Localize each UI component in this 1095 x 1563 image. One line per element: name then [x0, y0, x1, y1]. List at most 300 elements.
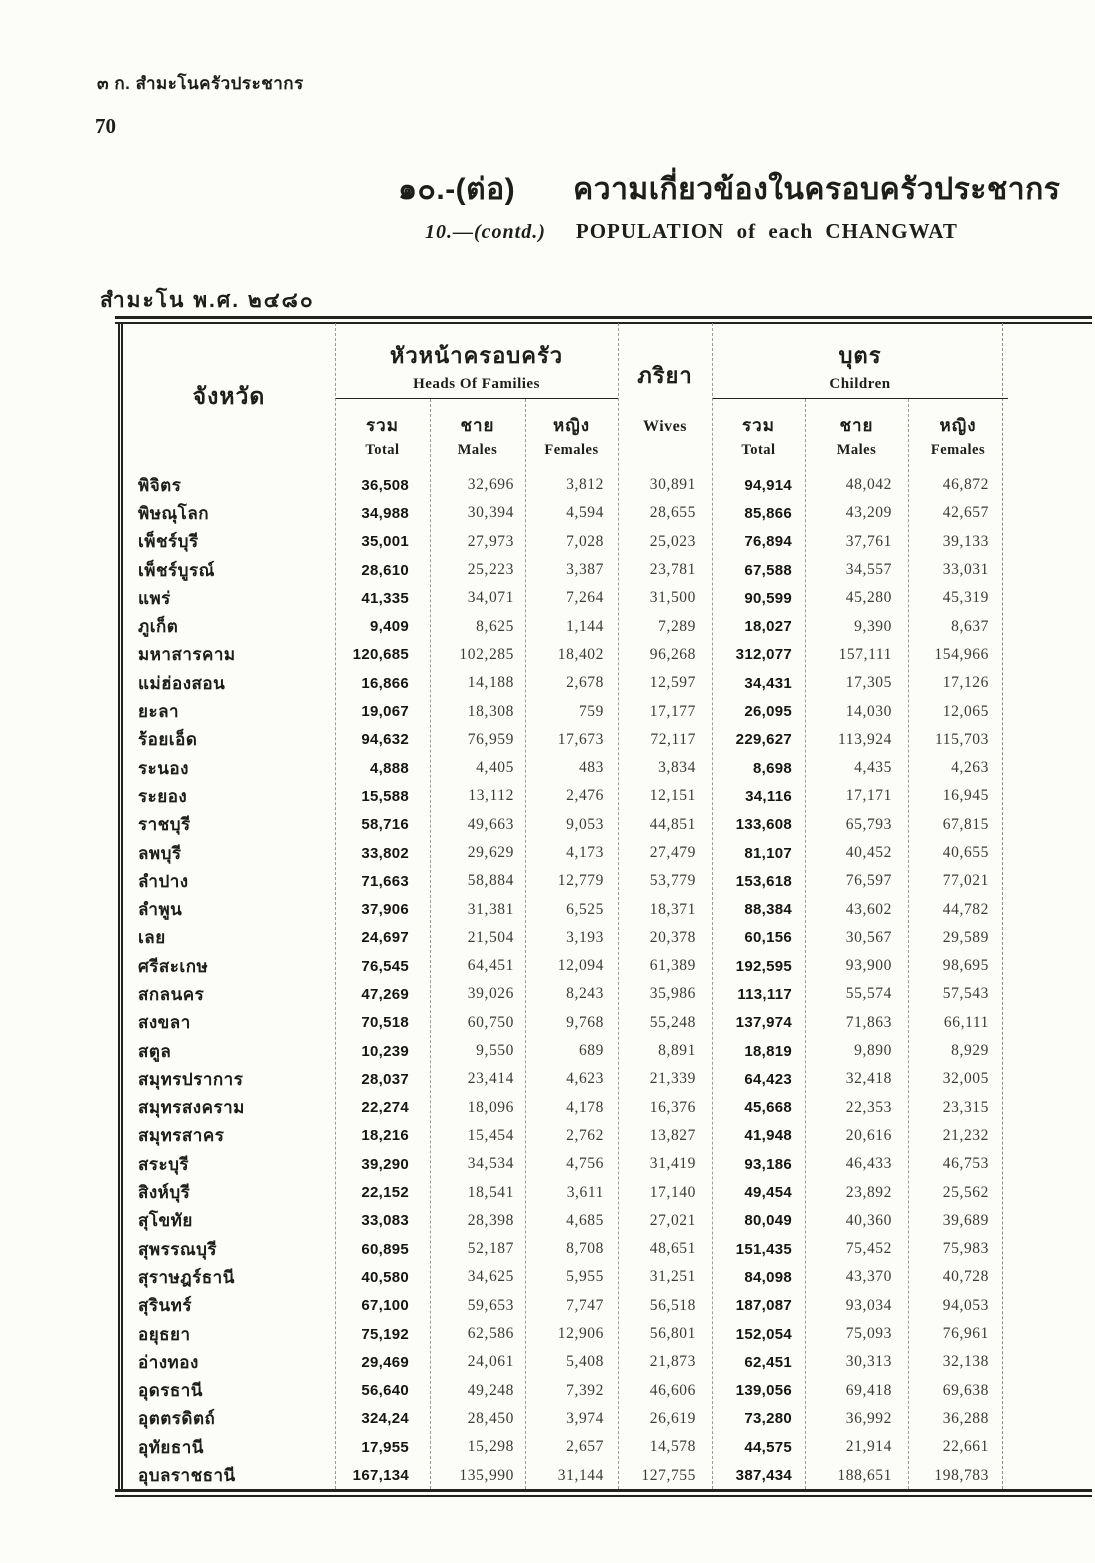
table-number-thai: ๑๐.-(ต่อ): [398, 173, 516, 206]
value-cell: 31,500: [649, 589, 696, 607]
province-name-cell: สุราษฎร์ธานี: [138, 1267, 235, 1287]
province-name-cell: ลพบุรี: [138, 843, 182, 863]
table-row: [123, 499, 1002, 527]
value-cell: 76,894: [744, 533, 792, 551]
value-cell: 21,339: [649, 1070, 696, 1088]
page-title-thai: [398, 166, 1060, 213]
province-name-cell: สมุทรปราการ: [138, 1069, 244, 1089]
value-cell: 8,708: [566, 1240, 604, 1258]
table-row: [123, 1292, 1002, 1320]
table-row: [123, 754, 1002, 782]
value-cell: 72,117: [650, 730, 696, 748]
value-cell: 120,685: [352, 646, 409, 664]
value-cell: 34,988: [361, 504, 409, 522]
value-cell: 45,668: [744, 1099, 792, 1117]
table-row: [123, 1348, 1002, 1376]
value-cell: 135,990: [459, 1466, 514, 1484]
value-cell: 13,827: [649, 1126, 696, 1144]
province-name-cell: สุรินทร์: [138, 1296, 192, 1316]
value-cell: 4,405: [476, 759, 514, 777]
value-cell: 53,779: [649, 872, 696, 890]
value-cell: 32,138: [942, 1353, 989, 1371]
value-cell: 24,697: [361, 929, 409, 947]
value-cell: 31,381: [467, 900, 514, 918]
table-row: [123, 952, 1002, 980]
province-name-cell: ยะลา: [138, 702, 180, 722]
province-name-cell: สกลนคร: [138, 984, 205, 1004]
value-cell: 36,992: [845, 1409, 892, 1427]
value-cell: 9,890: [854, 1042, 892, 1060]
value-cell: 40,452: [845, 844, 892, 861]
value-cell: 8,243: [566, 985, 604, 1003]
value-cell: 4,888: [369, 759, 409, 777]
value-cell: 56,640: [361, 1382, 409, 1400]
value-cell: 37,906: [361, 901, 409, 919]
table-row: [123, 641, 1002, 669]
value-cell: 5,955: [566, 1268, 604, 1286]
value-cell: 18,819: [744, 1042, 792, 1060]
value-cell: 12,906: [557, 1325, 604, 1343]
table-row: [123, 1122, 1002, 1150]
value-cell: 115,703: [935, 730, 989, 748]
table-row: [123, 1433, 1002, 1461]
value-cell: 113,924: [838, 730, 892, 748]
value-cell: 57,543: [942, 985, 989, 1003]
value-cell: 2,657: [566, 1438, 604, 1456]
value-cell: 39,689: [942, 1211, 989, 1229]
value-cell: 35,001: [361, 533, 409, 551]
value-cell: 85,866: [744, 504, 792, 522]
value-cell: 96,268: [649, 645, 696, 663]
table-row: [123, 612, 1002, 640]
table-row: [123, 1037, 1002, 1065]
value-cell: 15,454: [467, 1126, 514, 1144]
value-cell: 34,557: [845, 561, 892, 579]
value-cell: 32,005: [942, 1070, 989, 1088]
value-cell: 102,285: [459, 645, 514, 663]
value-cell: 58,716: [361, 816, 409, 834]
value-cell: 8,891: [658, 1042, 696, 1060]
value-cell: 19,067: [361, 703, 409, 721]
value-cell: 41,948: [744, 1127, 792, 1145]
value-cell: 28,450: [467, 1409, 514, 1427]
value-cell: 33,083: [361, 1212, 409, 1230]
value-cell: 7,289: [658, 617, 696, 635]
value-cell: 4,173: [566, 844, 604, 861]
value-cell: 76,545: [361, 957, 409, 975]
value-cell: 65,793: [845, 815, 892, 833]
province-name-cell: ลำปาง: [138, 871, 189, 891]
value-cell: 93,186: [744, 1155, 792, 1173]
province-name-cell: ราชบุรี: [138, 815, 191, 835]
value-cell: 9,768: [566, 1013, 604, 1031]
value-cell: 60,895: [361, 1240, 409, 1258]
value-cell: 46,606: [649, 1381, 696, 1399]
value-cell: 17,673: [557, 730, 604, 748]
census-year-label: สำมะโน พ.ศ. ๒๔๘๐: [100, 289, 315, 312]
value-cell: 29,629: [467, 844, 514, 861]
province-name-cell: เลย: [138, 928, 166, 948]
value-cell: 36,508: [361, 476, 409, 494]
value-cell: 31,251: [649, 1268, 696, 1286]
value-cell: 81,107: [744, 844, 792, 862]
value-cell: 198,783: [934, 1466, 989, 1484]
value-cell: 56,801: [649, 1325, 696, 1343]
value-cell: 25,023: [649, 532, 696, 550]
value-cell: 7,747: [566, 1296, 604, 1314]
value-cell: 41,335: [361, 589, 409, 607]
value-cell: 73,280: [744, 1410, 792, 1428]
value-cell: 8,625: [476, 617, 514, 635]
value-cell: 23,315: [942, 1098, 989, 1116]
value-cell: 23,892: [845, 1183, 892, 1201]
value-cell: 39,026: [467, 985, 514, 1003]
value-cell: 98,695: [942, 957, 989, 975]
subheader-heads-females: หญิง Females: [544, 415, 599, 458]
value-cell: 52,187: [467, 1240, 514, 1258]
province-name-cell: สตูล: [138, 1041, 172, 1061]
value-cell: 152,054: [735, 1325, 792, 1343]
value-cell: 67,815: [942, 815, 989, 833]
table-row: [123, 782, 1002, 810]
value-cell: 59,653: [467, 1296, 514, 1314]
value-cell: 30,313: [845, 1353, 892, 1371]
value-cell: 30,567: [845, 928, 892, 946]
value-cell: 67,588: [744, 561, 792, 579]
subheader-children-males: ชาย Males: [836, 415, 877, 458]
province-name-cell: สิงห์บุรี: [138, 1183, 191, 1203]
value-cell: 34,534: [467, 1155, 514, 1173]
province-name-cell: อ่างทอง: [138, 1352, 199, 1372]
province-name-cell: ศรีสะเกษ: [138, 956, 209, 976]
province-name-cell: อยุธยา: [138, 1324, 191, 1344]
value-cell: 139,056: [735, 1382, 792, 1400]
value-cell: 75,093: [845, 1325, 892, 1343]
value-cell: 71,663: [361, 872, 409, 890]
value-cell: 46,872: [942, 476, 989, 494]
value-cell: 27,973: [467, 532, 514, 550]
value-cell: 45,319: [942, 589, 989, 607]
value-cell: 34,625: [467, 1268, 514, 1286]
province-name-cell: อุดรธานี: [138, 1381, 203, 1401]
value-cell: 28,037: [361, 1070, 409, 1088]
table-row: [123, 1207, 1002, 1235]
value-cell: 47,269: [361, 985, 409, 1003]
value-cell: 8,929: [951, 1042, 989, 1060]
table-body: [123, 471, 1002, 1490]
value-cell: 9,550: [476, 1042, 514, 1060]
value-cell: 17,171: [845, 787, 892, 805]
table-row: [123, 924, 1002, 952]
province-name-cell: แพร่: [138, 588, 171, 608]
value-cell: 18,371: [649, 900, 696, 918]
value-cell: 6,525: [566, 900, 604, 918]
value-cell: 4,756: [566, 1155, 604, 1173]
value-cell: 2,762: [566, 1126, 604, 1144]
table-row: [123, 669, 1002, 697]
value-cell: 9,409: [369, 618, 409, 636]
value-cell: 32,696: [467, 476, 514, 494]
value-cell: 17,177: [649, 702, 696, 720]
value-cell: 8,698: [752, 759, 792, 777]
value-cell: 4,263: [951, 759, 989, 777]
value-cell: 188,651: [837, 1466, 892, 1484]
value-cell: 18,308: [467, 702, 514, 720]
value-cell: 17,126: [942, 674, 989, 692]
value-cell: 49,248: [467, 1381, 514, 1399]
table-row: [123, 895, 1002, 923]
value-cell: 14,578: [649, 1438, 696, 1456]
value-cell: 23,781: [649, 561, 696, 579]
value-cell: 84,098: [744, 1268, 792, 1286]
value-cell: 26,095: [744, 703, 792, 721]
table-row: [123, 1461, 1002, 1489]
value-cell: 49,454: [744, 1184, 792, 1202]
value-cell: 5,408: [566, 1353, 604, 1371]
value-cell: 75,983: [942, 1240, 989, 1258]
value-cell: 25,562: [942, 1183, 989, 1201]
value-cell: 26,619: [649, 1409, 696, 1427]
value-cell: 94,053: [942, 1296, 989, 1314]
value-cell: 7,028: [566, 532, 604, 550]
value-cell: 35,986: [649, 985, 696, 1003]
province-name-cell: ระนอง: [138, 758, 189, 778]
column-group-heads-of-families: หัวหน้าครอบครัว Heads Of Families: [335, 323, 618, 399]
province-name-cell: สมุทรสาคร: [138, 1126, 225, 1146]
value-cell: 689: [578, 1042, 604, 1060]
value-cell: 30,394: [467, 504, 514, 522]
value-cell: 312,077: [735, 646, 792, 664]
table-row: [123, 1405, 1002, 1433]
table-header: [123, 323, 1002, 471]
value-cell: 22,152: [361, 1184, 409, 1202]
value-cell: 76,597: [845, 872, 892, 890]
value-cell: 8,637: [951, 617, 989, 635]
value-cell: 157,111: [838, 645, 892, 663]
table-row: [123, 867, 1002, 895]
value-cell: 133,608: [735, 816, 792, 834]
value-cell: 24,061: [467, 1353, 514, 1371]
value-cell: 113,117: [737, 985, 792, 1003]
value-cell: 90,599: [744, 589, 792, 607]
value-cell: 3,974: [566, 1409, 604, 1427]
value-cell: 48,042: [845, 476, 892, 494]
page-number: 70: [95, 114, 116, 138]
value-cell: 75,192: [361, 1325, 409, 1343]
value-cell: 36,288: [942, 1409, 989, 1427]
value-cell: 3,834: [658, 759, 696, 777]
value-cell: 27,479: [649, 844, 696, 861]
table-row: [123, 1009, 1002, 1037]
value-cell: 28,610: [361, 561, 409, 579]
province-name-cell: มหาสารคาม: [138, 645, 236, 665]
value-cell: 21,914: [845, 1438, 892, 1456]
value-cell: 21,504: [467, 928, 514, 946]
value-cell: 9,390: [854, 617, 892, 635]
subheader-heads-total: รวม Total: [365, 415, 400, 458]
value-cell: 10,239: [361, 1042, 409, 1060]
value-cell: 21,232: [942, 1126, 989, 1144]
province-name-cell: อุบลราชธานี: [138, 1466, 236, 1486]
value-cell: 60,750: [467, 1013, 514, 1031]
province-name-cell: ลำพูน: [138, 900, 183, 920]
title-text-english: POPULATION of each CHANGWAT: [575, 219, 958, 243]
table-row: [123, 471, 1002, 499]
value-cell: 76,961: [942, 1325, 989, 1343]
table-row: [123, 1263, 1002, 1291]
value-cell: 12,597: [649, 674, 696, 692]
value-cell: 18,402: [557, 645, 604, 663]
value-cell: 2,678: [566, 674, 604, 692]
value-cell: 23,414: [467, 1070, 514, 1088]
table-row: [123, 697, 1002, 725]
province-name-cell: สุพรรณบุรี: [138, 1239, 218, 1259]
value-cell: 22,274: [361, 1099, 409, 1117]
value-cell: 12,094: [557, 957, 604, 975]
value-cell: 153,618: [735, 872, 792, 890]
value-cell: 34,116: [745, 787, 792, 805]
province-name-cell: อุตตรดิตถ์: [138, 1409, 216, 1429]
table-row: [123, 839, 1002, 867]
subheader-children-total: รวม Total: [741, 415, 776, 458]
province-name-cell: ภูเก็ต: [138, 617, 179, 637]
value-cell: 16,866: [361, 674, 409, 692]
value-cell: 4,685: [566, 1211, 604, 1229]
value-cell: 39,133: [942, 532, 989, 550]
value-cell: 94,914: [744, 476, 792, 494]
value-cell: 93,900: [845, 957, 892, 975]
value-cell: 28,398: [467, 1211, 514, 1229]
value-cell: 40,655: [942, 844, 989, 861]
value-cell: 64,451: [467, 957, 514, 975]
table-row: [123, 584, 1002, 612]
table-bottom-rule: [115, 1489, 1092, 1497]
value-cell: 62,586: [467, 1325, 514, 1343]
value-cell: 2,476: [566, 787, 604, 805]
value-cell: 20,616: [845, 1126, 892, 1144]
value-cell: 4,623: [566, 1070, 604, 1088]
value-cell: 21,873: [649, 1353, 696, 1371]
value-cell: 45,280: [845, 589, 892, 607]
table-row: [123, 556, 1002, 584]
value-cell: 40,580: [361, 1268, 409, 1286]
province-name-cell: สระบุรี: [138, 1154, 190, 1174]
value-cell: 3,611: [566, 1183, 604, 1201]
value-cell: 69,638: [942, 1381, 989, 1399]
value-cell: 31,144: [557, 1466, 604, 1484]
value-cell: 12,151: [649, 787, 696, 805]
value-cell: 48,651: [649, 1240, 696, 1258]
value-cell: 17,305: [845, 674, 892, 692]
value-cell: 187,087: [735, 1297, 792, 1315]
value-cell: 37,761: [845, 532, 892, 550]
value-cell: 55,248: [649, 1013, 696, 1031]
value-cell: 71,863: [845, 1013, 892, 1031]
value-cell: 14,030: [845, 702, 892, 720]
value-cell: 64,423: [744, 1070, 792, 1088]
value-cell: 18,216: [361, 1127, 409, 1145]
value-cell: 34,431: [744, 674, 792, 692]
value-cell: 34,071: [467, 589, 514, 607]
value-cell: 3,193: [566, 928, 604, 946]
value-cell: 61,389: [649, 957, 696, 975]
page-title-english: [425, 219, 958, 244]
value-cell: 80,049: [744, 1212, 792, 1230]
value-cell: 4,594: [566, 504, 604, 522]
table-row: [123, 1150, 1002, 1178]
value-cell: 62,451: [744, 1353, 792, 1371]
province-name-cell: เพ็ชร์บุรี: [138, 532, 199, 552]
value-cell: 69,418: [845, 1381, 892, 1399]
value-cell: 27,021: [649, 1211, 696, 1229]
value-cell: 32,418: [845, 1070, 892, 1088]
value-cell: 66,111: [943, 1013, 989, 1031]
value-cell: 3,812: [566, 476, 604, 494]
value-cell: 17,140: [649, 1183, 696, 1201]
value-cell: 229,627: [735, 731, 792, 749]
value-cell: 7,264: [566, 589, 604, 607]
value-cell: 4,178: [566, 1098, 604, 1116]
value-cell: 18,027: [744, 618, 792, 636]
province-name-cell: พิจิตร: [138, 475, 182, 495]
province-name-cell: แม่ฮ่องสอน: [138, 673, 226, 693]
value-cell: 33,031: [942, 561, 989, 579]
value-cell: 15,588: [361, 787, 409, 805]
value-cell: 67,100: [361, 1297, 409, 1315]
value-cell: 60,156: [744, 929, 792, 947]
province-name-cell: ระยอง: [138, 786, 188, 806]
value-cell: 44,575: [744, 1438, 792, 1456]
value-cell: 483: [578, 759, 604, 777]
value-cell: 70,518: [361, 1014, 409, 1032]
subheader-children-females: หญิง Females: [930, 415, 986, 458]
value-cell: 12,779: [557, 872, 604, 890]
value-cell: 44,782: [942, 900, 989, 918]
value-cell: 49,663: [467, 815, 514, 833]
table-row: [123, 980, 1002, 1008]
value-cell: 4,435: [854, 759, 892, 777]
title-text-thai: ความเกี่ยวข้องในครอบครัวประชากร: [573, 173, 1061, 206]
value-cell: 14,188: [467, 674, 514, 692]
value-cell: 12,065: [942, 702, 989, 720]
value-cell: 3,387: [566, 561, 604, 579]
value-cell: 137,974: [735, 1014, 792, 1032]
value-cell: 42,657: [942, 504, 989, 522]
province-name-cell: พิษณุโลก: [138, 503, 210, 523]
value-cell: 40,728: [942, 1268, 989, 1286]
value-cell: 75,452: [845, 1240, 892, 1258]
value-cell: 94,632: [361, 731, 409, 749]
value-cell: 29,589: [942, 928, 989, 946]
province-name-cell: สุโขทัย: [138, 1211, 193, 1231]
value-cell: 127,755: [641, 1466, 696, 1484]
value-cell: 43,602: [845, 900, 892, 918]
table-row: [123, 811, 1002, 839]
population-table: [118, 323, 1003, 1489]
value-cell: 28,655: [649, 504, 696, 522]
value-cell: 18,541: [467, 1183, 514, 1201]
value-cell: 88,384: [744, 901, 792, 919]
value-cell: 22,353: [845, 1098, 892, 1116]
value-cell: 192,595: [735, 957, 792, 975]
value-cell: 7,392: [566, 1381, 604, 1399]
column-header-province: จังหวัด: [192, 383, 266, 409]
table-row: [123, 1235, 1002, 1263]
value-cell: 16,945: [942, 787, 989, 805]
province-name-cell: เพ็ชร์บูรณ์: [138, 560, 215, 580]
value-cell: 759: [578, 702, 604, 720]
table-row: [123, 1377, 1002, 1405]
